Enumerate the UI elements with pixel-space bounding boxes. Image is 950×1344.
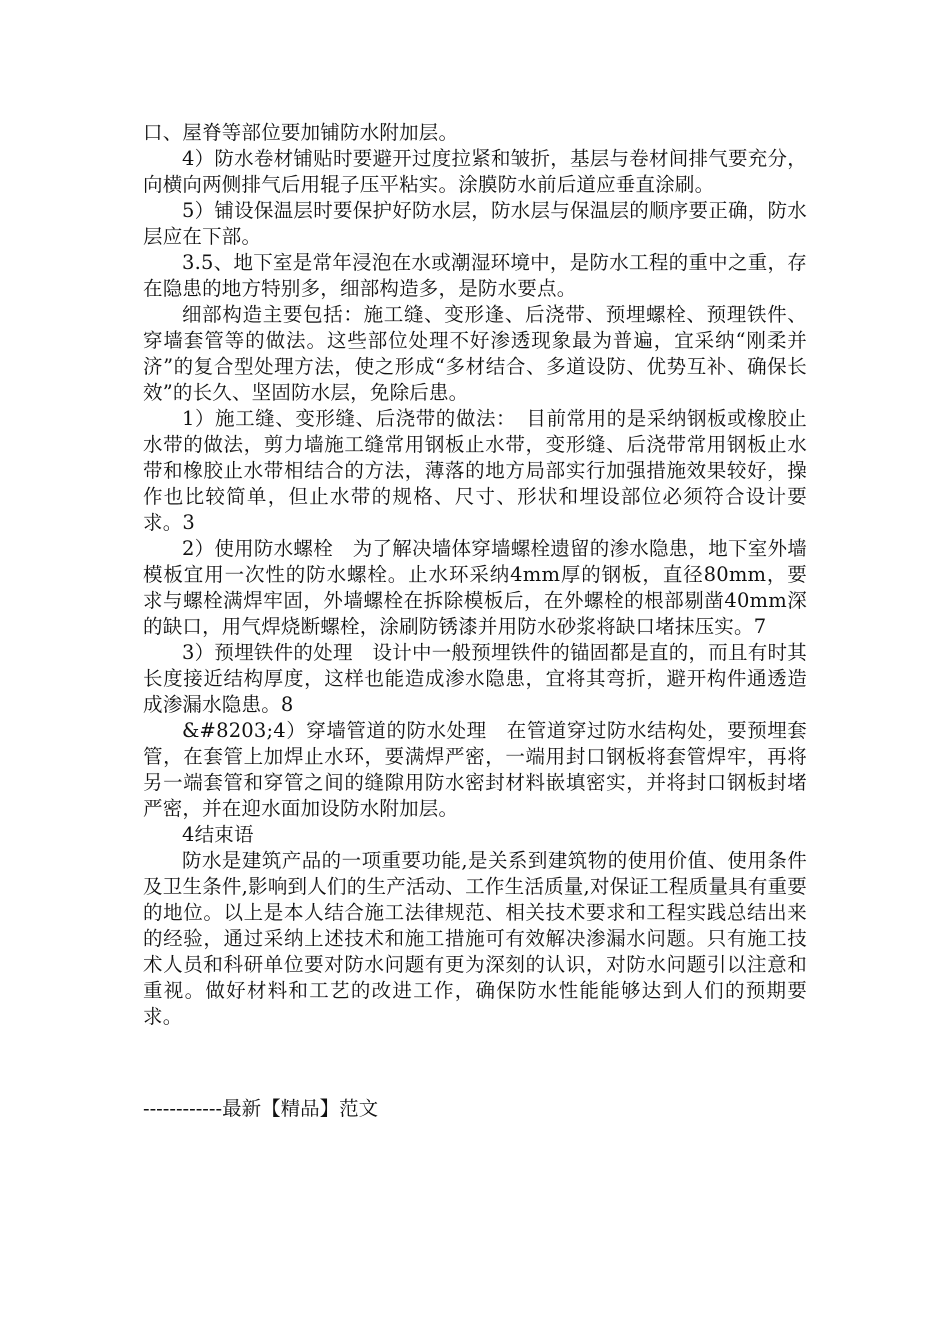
section-heading-conclusion: 4结束语 (182, 823, 254, 846)
paragraph-item-5-insulation: 5）铺设保温层时要保护好防水层，防水层与保温层的顺序要正确，防水层应在下部。 (143, 199, 807, 248)
paragraph-detail-construction: 细部构造主要包括：施工缝、变形逢、后浇带、预埋螺栓、预理铁件、穿墙套管等的做法。这些部位处理不好渗透现象最为普遍，宜采纳“刚柔并济”的复合型处理方法，使之形成“多材结合、多道设防、优势互补、确保长效”的长久、坚固防水层，免除后患。 (143, 303, 807, 404)
paragraph-item-4-pipes: &#8203;4）穿墙管道的防水处理 在管道穿过防水结构处，要预埋套管，在套管上加焊止水环，要满焊严密，一端用封口钢板将套管焊牢，再将另一端套管和穿管之间的缝隙用防水密封材料嵌填密实，并将封口钢板封堵严密，并在迎水面加设防水附加层。 (143, 719, 807, 820)
paragraph-continuation: 口、屋脊等部位要加铺防水附加层。 (143, 121, 459, 144)
document-body (143, 120, 807, 1030)
footer-note: ------------最新【精品】范文 (143, 1097, 379, 1120)
paragraph-section-3-5-basement: 3.5、地下室是常年浸泡在水或潮湿环境中，是防水工程的重中之重，存在隐患的地方特别多，细部构造多，是防水要点。 (143, 251, 807, 300)
paragraph-item-3-embedded-iron: 3）预埋铁件的处理 设计中一般预埋铁件的锚固都是直的，而且有时其长度接近结构厚度，这样也能造成渗水隐患，宜将其弯折，避开构件通透造成渗漏水隐患。8 (143, 641, 807, 716)
paragraph-conclusion: 防水是建筑产品的一项重要功能,是关系到建筑物的使用价值、使用条件及卫生条件,影响到人们的生产活动、工作生活质量,对保证工程质量具有重要的地位。以上是本人结合施工法律规范、相关技术要求和工程实践总结出来的经验，通过采纳上述技术和施工措施可有效解决渗漏水问题。只有施工技术人员和科研单位要对防水问题有更为深刻的认识，对防水问题引以注意和重视。做好材料和工艺的改进工作，确保防水性能能够达到人们的预期要求。 (143, 849, 807, 1028)
paragraph-item-1-joints: 1）施工缝、变形缝、后浇带的做法： 目前常用的是采纳钢板或橡胶止水带的做法，剪力墙施工缝常用钢板止水带，变形缝、后浇带常用钢板止水带和橡胶止水带相结合的方法，薄落的地方局部实行加强措施效果较好，操作也比较简单，但止水带的规格、尺寸、形状和埋设部位必须符合设计要求。3 (143, 407, 807, 534)
paragraph-item-2-bolts: 2）使用防水螺栓 为了解决墙体穿墙螺栓遗留的渗水隐患，地下室外墙模板宜用一次性的防水螺栓。止水环采纳4mm厚的钢板，直径80mm，要求与螺栓满焊牢固，外墙螺栓在拆除模板后，在外螺栓的根部剔凿40mm深的缺口，用气焊烧断螺栓，涂刷防锈漆并用防水砂浆将缺口堵抹压实。7 (143, 537, 807, 638)
paragraph-item-4-membrane: 4）防水卷材铺贴时要避开过度拉紧和皱折，基层与卷材间排气要充分，向横向两侧排气后用辊子压平粘实。涂膜防水前后道应垂直涂刷。 (143, 147, 807, 196)
